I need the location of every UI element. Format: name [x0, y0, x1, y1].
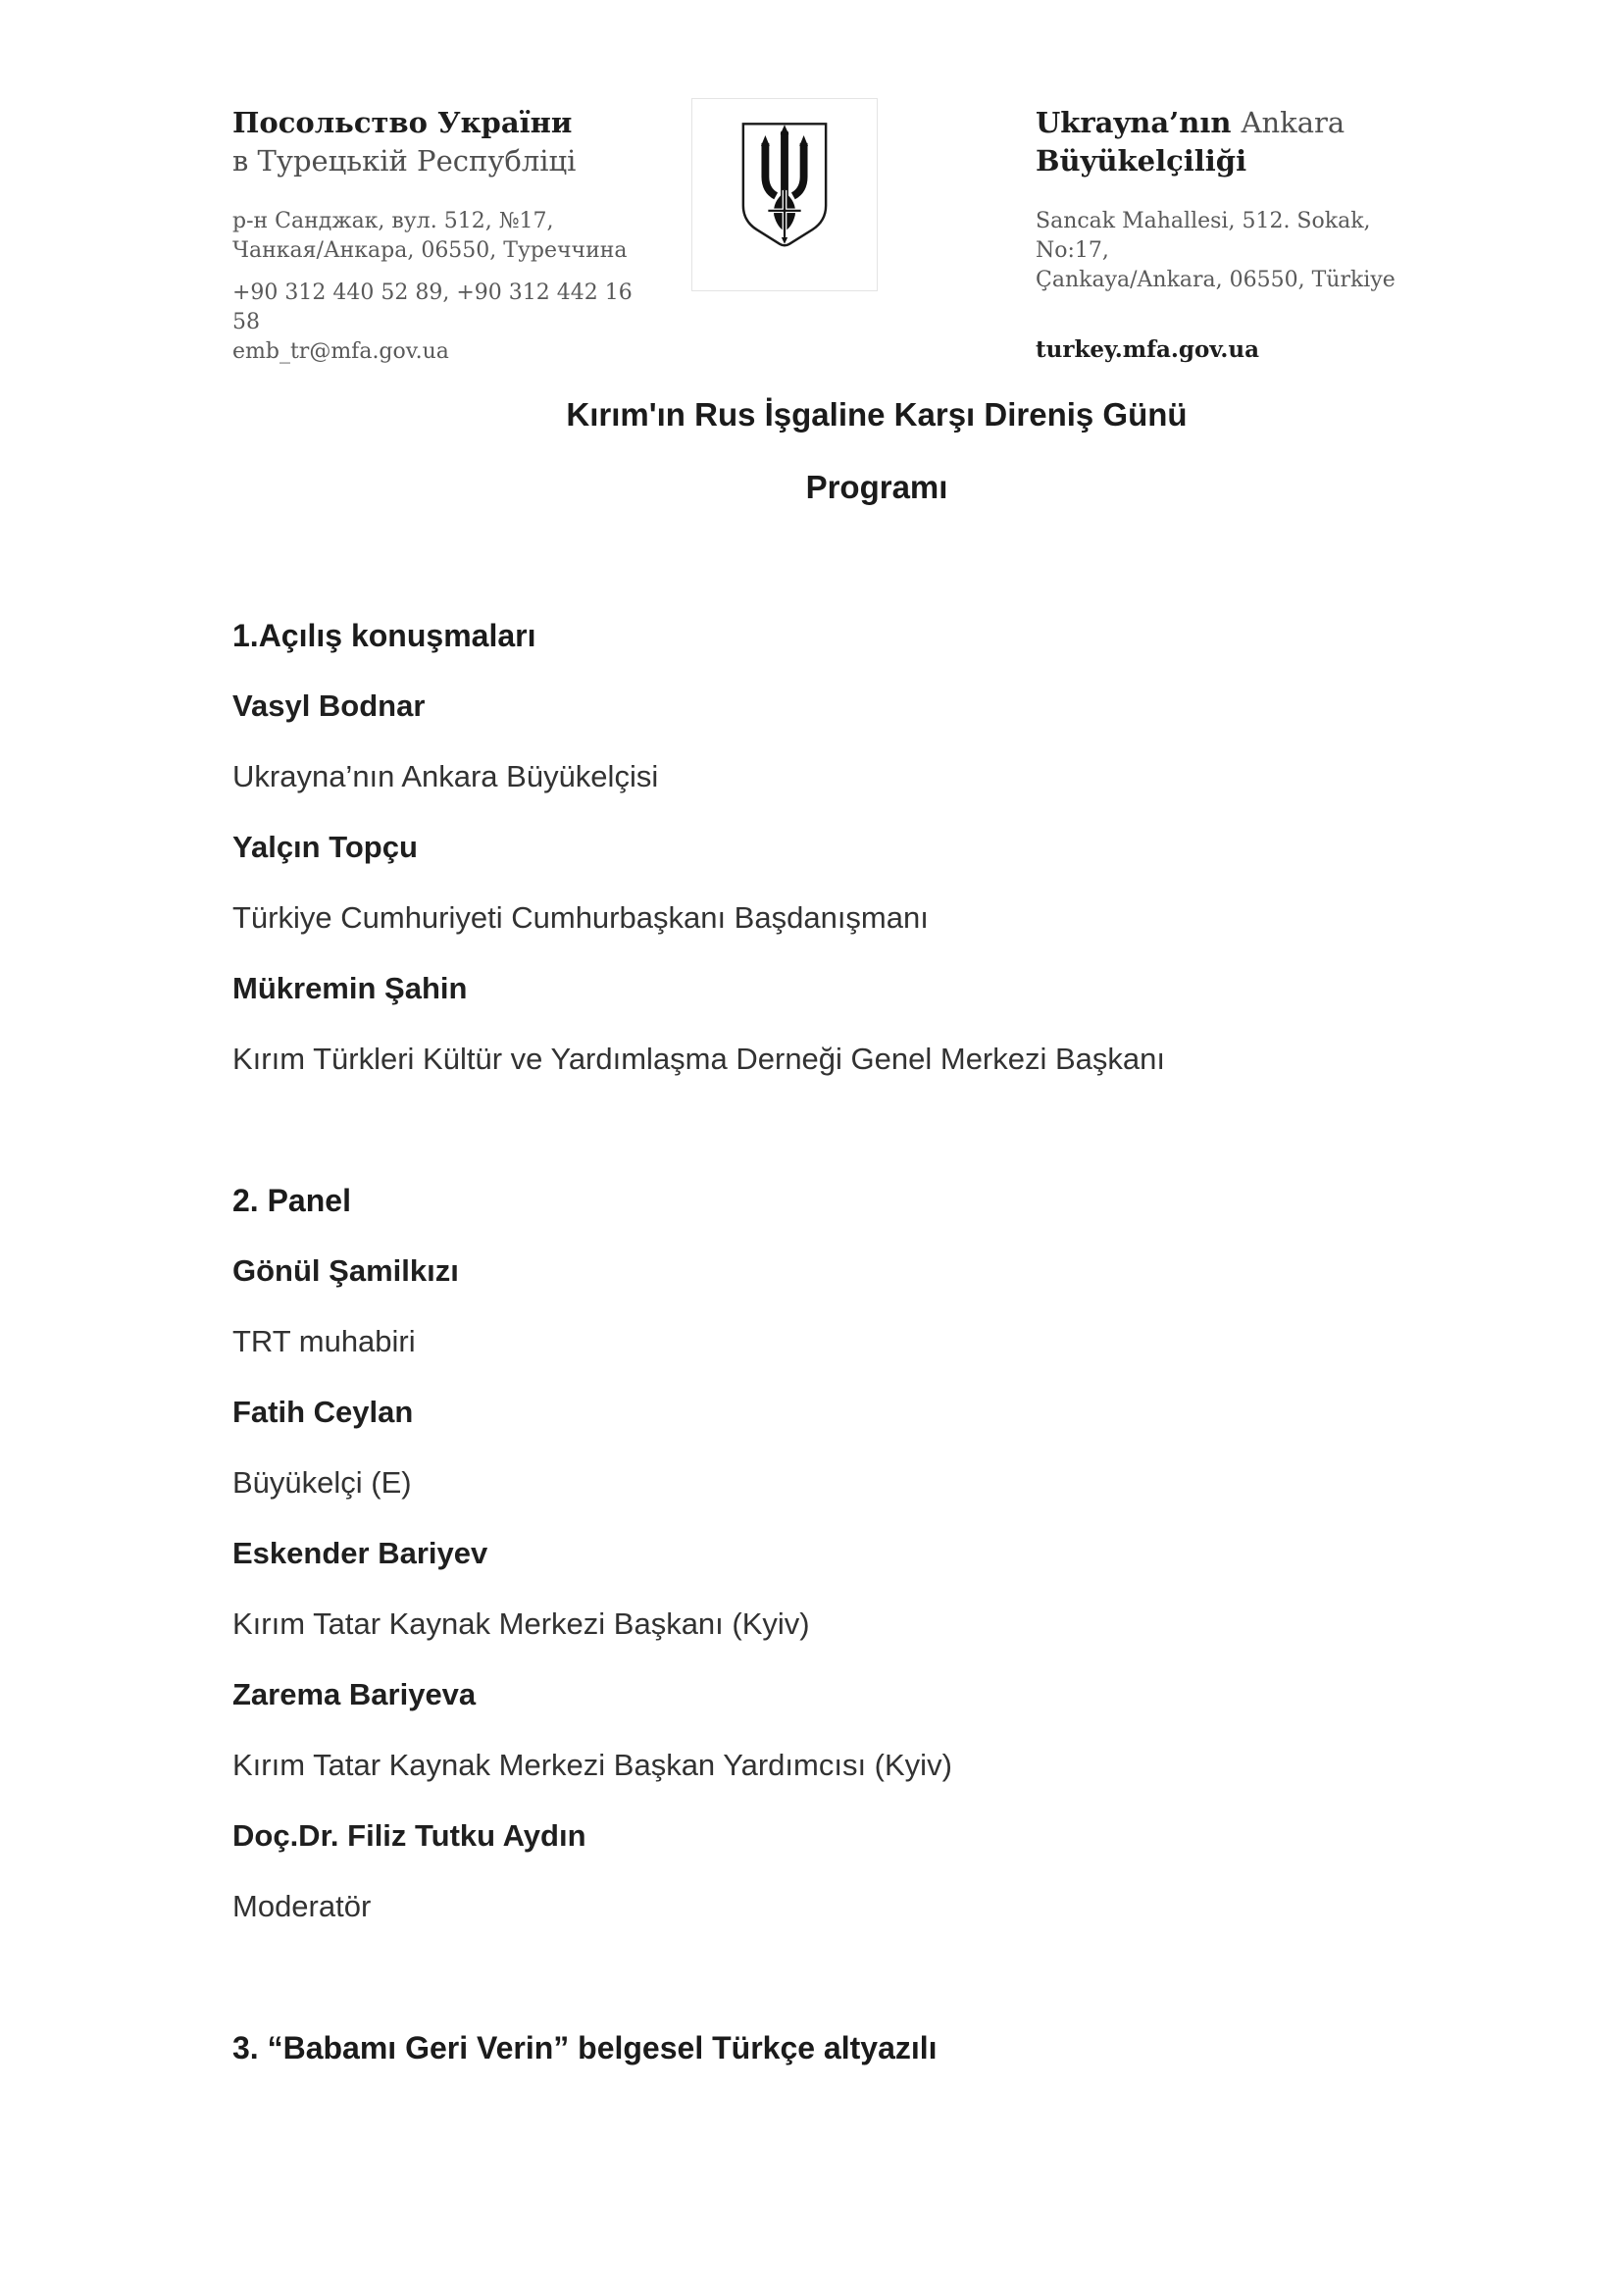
speaker-role: Moderatör — [232, 1889, 372, 1923]
speaker-name: Gönül Şamilkızı — [232, 1253, 459, 1288]
document-title-line1: Kırım'ın Rus İşgaline Karşı Direniş Günü — [566, 396, 1188, 433]
document-title — [232, 379, 1521, 524]
speaker-role: Kırım Türkleri Kültür ve Yardımlaşma Derneği Genel Merkezi Başkanı — [232, 1042, 1166, 1076]
header-right-block — [1036, 104, 1447, 365]
phone-numbers: +90 312 440 52 89, +90 312 442 16 58 — [232, 280, 633, 334]
embassy-address-turkish — [1036, 207, 1447, 295]
embassy-city: Ankara — [1241, 106, 1345, 139]
embassy-name-bold: Ukrayna’nın — [1036, 106, 1242, 139]
embassy-name-ukrainian: Посольство України — [232, 106, 573, 139]
speaker-name: Eskender Bariyev — [232, 1536, 488, 1570]
embassy-name-turkish-line2: Büyükelçiliği — [1036, 144, 1247, 178]
speaker-name: Mükremin Şahin — [232, 971, 468, 1005]
speaker-role: Büyükelçi (E) — [232, 1465, 412, 1500]
speaker-name: Fatih Ceylan — [232, 1395, 414, 1429]
document-title-line2: Programı — [805, 469, 948, 505]
section-1-heading: 1.Açılış konuşmaları — [232, 618, 536, 653]
speaker-role: Kırım Tatar Kaynak Merkezi Başkanı (Kyiv) — [232, 1606, 810, 1641]
speaker-name: Zarema Bariyeva — [232, 1677, 477, 1711]
speaker-role: Kırım Tatar Kaynak Merkezi Başkan Yardımcısı (Kyiv) — [232, 1748, 952, 1782]
emblem-image-box — [691, 98, 878, 291]
speaker-role: TRT muhabiri — [232, 1324, 416, 1358]
ukraine-trident-icon — [736, 118, 833, 255]
header-left-block — [232, 104, 664, 367]
speaker-name: Vasyl Bodnar — [232, 688, 426, 723]
embassy-website: turkey.mfa.gov.ua — [1036, 336, 1260, 363]
embassy-name-turkish — [1036, 104, 1447, 142]
speaker-role: Ukrayna’nın Ankara Büyükelçisi — [232, 759, 659, 793]
program-body — [232, 600, 1537, 2083]
email-address: emb_tr@mfa.gov.ua — [232, 339, 449, 364]
embassy-subtitle-ukrainian: в Турецькій Республіці — [232, 144, 577, 178]
section-2-heading: 2. Panel — [232, 1183, 351, 1218]
address-line: р-н Санджак, вул. 512, №17, — [232, 209, 554, 233]
section-3-heading: 3. “Babamı Geri Verin” belgesel Türkçe altyazılı — [232, 2030, 938, 2065]
embassy-contacts — [232, 279, 664, 367]
speaker-role: Türkiye Cumhuriyeti Cumhurbaşkanı Başdanışmanı — [232, 900, 929, 935]
address-line: Sancak Mahallesi, 512. Sokak, No:17, — [1036, 209, 1371, 263]
address-line: Çankaya/Ankara, 06550, Türkiye — [1036, 268, 1396, 292]
embassy-address-ukrainian — [232, 207, 664, 266]
speaker-name: Doç.Dr. Filiz Tutku Aydın — [232, 1818, 586, 1853]
address-line: Чанкая/Анкара, 06550, Туреччина — [232, 238, 628, 263]
speaker-name: Yalçın Topçu — [232, 830, 418, 864]
